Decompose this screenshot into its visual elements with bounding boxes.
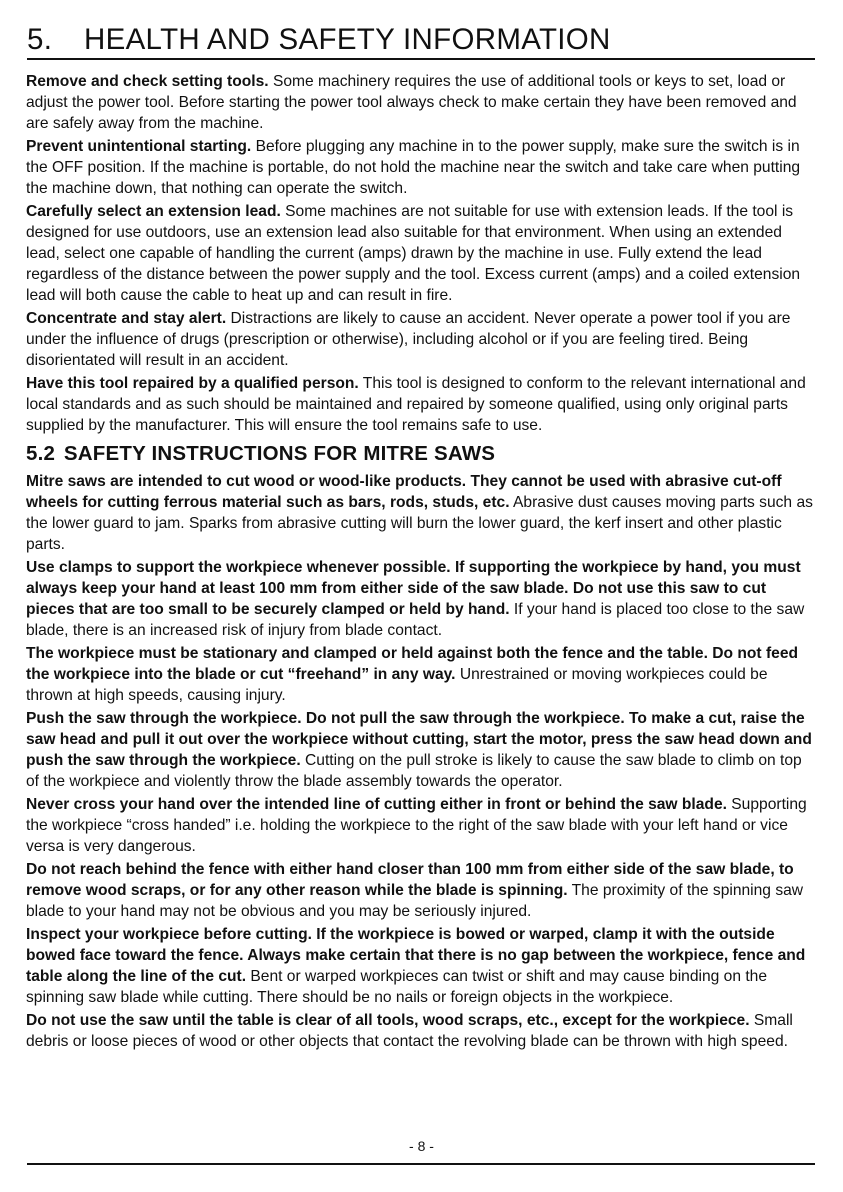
paragraph-body: Bent or warped workpieces can twist or shift and may cause binding on the spinning saw blade while cutting. There should be no nails or foreign objects in the workpiece. <box>26 968 767 1006</box>
paragraph-body: Supporting the workpiece “cross handed” i.e. holding the workpiece to the right of the saw blade with your left hand or vice versa is very dangerous. <box>26 796 807 855</box>
paragraph-body: Abrasive dust causes moving parts such as the lower guard to jam. Sparks from abrasive cutting will burn the lower guard, the kerf insert and other plastic parts. <box>26 494 813 553</box>
paragraph-mitre-intended-use <box>26 471 816 555</box>
paragraph-mitre-reach-behind <box>26 859 816 922</box>
paragraph-mitre-push <box>26 708 816 792</box>
paragraph-body: Before plugging any machine in to the power supply, make sure the switch is in the OFF position. If the machine is portable, do not hold the machine near the switch and take care when putting the machine down, that nothing can operate the switch. <box>26 138 801 197</box>
paragraph-lead: Never cross your hand over the intended line of cutting either in front or behind the saw blade. <box>26 796 727 813</box>
paragraph-setting-tools <box>26 71 816 134</box>
page-content <box>26 71 816 1054</box>
paragraph-mitre-clamps <box>26 557 816 641</box>
paragraph-lead: Do not reach behind the fence with either hand closer than 100 mm from either side of the saw blade, to remove wood scraps, or for any other reason while the blade is spinning. <box>26 861 794 899</box>
paragraph-lead: Use clamps to support the workpiece whenever possible. If supporting the workpiece by hand, you must always keep your hand at least 100 mm from either side of the saw blade. Do not use this saw to cut pieces that are too small to be securely clamped or held by hand. <box>26 559 801 618</box>
paragraph-body: Some machines are not suitable for use with extension leads. If the tool is designed for use outdoors, use an extension lead also suitable for that environment. When using an extended lead, select one capable of handling the current (amps) drawn by the machine in use. Fully extend the lead regardless of the distance between the power supply and the tool. Excess current (amps) and a coiled extension lead will both cause the cable to heat up and can result in fire. <box>26 203 801 304</box>
subsection-heading <box>26 441 816 467</box>
paragraph-concentrate <box>26 308 816 371</box>
paragraph-mitre-cross-hand <box>26 794 816 857</box>
paragraph-lead: Carefully select an extension lead. <box>26 203 281 220</box>
paragraph-extension-lead <box>26 201 816 306</box>
paragraph-lead: Mitre saws are intended to cut wood or wood-like products. They cannot be used with abrasive cut-off wheels for cutting ferrous material such as bars, rods, studs, etc. <box>26 473 782 511</box>
paragraph-lead: Prevent unintentional starting. <box>26 138 252 155</box>
section-number: 5. <box>27 23 53 56</box>
paragraph-body: Small debris or loose pieces of wood or other objects that contact the revolving blade can be thrown with high speed. <box>26 1012 793 1050</box>
paragraph-lead: Concentrate and stay alert. <box>26 310 227 327</box>
top-divider <box>27 58 815 60</box>
subsection-title: SAFETY INSTRUCTIONS FOR MITRE SAWS <box>63 442 496 465</box>
paragraph-body: Cutting on the pull stroke is likely to cause the saw blade to climb on top of the workpiece and violently throw the blade assembly towards the operator. <box>26 752 802 790</box>
paragraph-lead: Push the saw through the workpiece. Do not pull the saw through the workpiece. To make a cut, raise the saw head and pull it out over the workpiece without cutting, start the motor, press the saw head down and push the saw through the workpiece. <box>26 710 812 769</box>
paragraph-repair <box>26 373 816 436</box>
paragraph-mitre-clear-table <box>26 1010 816 1052</box>
paragraph-body: Distractions are likely to cause an accident. Never operate a power tool if you are under the influence of drugs (prescription or otherwise), including alcohol or if you are feeling tired. Being disorientated will result in an accident. <box>26 310 791 369</box>
paragraph-lead: Remove and check setting tools. <box>26 73 269 90</box>
paragraph-body: Some machinery requires the use of additional tools or keys to set, load or adjust the power tool. Before starting the power tool always check to make certain they have been removed and are safely away from the machine. <box>26 73 797 132</box>
paragraph-mitre-inspect <box>26 924 816 1008</box>
paragraph-lead: Have this tool repaired by a qualified person. <box>26 375 359 392</box>
page-number: - 8 - <box>409 1138 434 1154</box>
paragraph-lead: Do not use the saw until the table is clear of all tools, wood scraps, etc., except for the workpiece. <box>26 1012 750 1029</box>
paragraph-unintentional-starting <box>26 136 816 199</box>
paragraph-body: Unrestrained or moving workpieces could be thrown at high speeds, causing injury. <box>26 666 768 704</box>
paragraph-lead: Inspect your workpiece before cutting. If the workpiece is bowed or warped, clamp it with the outside bowed face toward the fence. Always make certain that there is no gap between the workpiece, fence and table along the line of the cut. <box>26 926 806 985</box>
subsection-number: 5.2 <box>26 442 56 465</box>
paragraph-body: If your hand is placed too close to the saw blade, there is an increased risk of injury from blade contact. <box>26 601 805 639</box>
section-title: HEALTH AND SAFETY INFORMATION <box>84 23 611 56</box>
paragraph-body: The proximity of the spinning saw blade to your hand may not be obvious and you may be seriously injured. <box>26 882 804 920</box>
section-heading <box>27 22 611 58</box>
bottom-divider <box>27 1163 815 1165</box>
paragraph-body: This tool is designed to conform to the relevant international and local standards and as such should be maintained and repaired by someone qualified, using only original parts supplied by the manufacturer. This will ensure the tool remains safe to use. <box>26 375 806 434</box>
paragraph-mitre-stationary <box>26 643 816 706</box>
paragraph-lead: The workpiece must be stationary and clamped or held against both the fence and the table. Do not feed the workpiece into the blade or cut “freehand” in any way. <box>26 645 799 683</box>
